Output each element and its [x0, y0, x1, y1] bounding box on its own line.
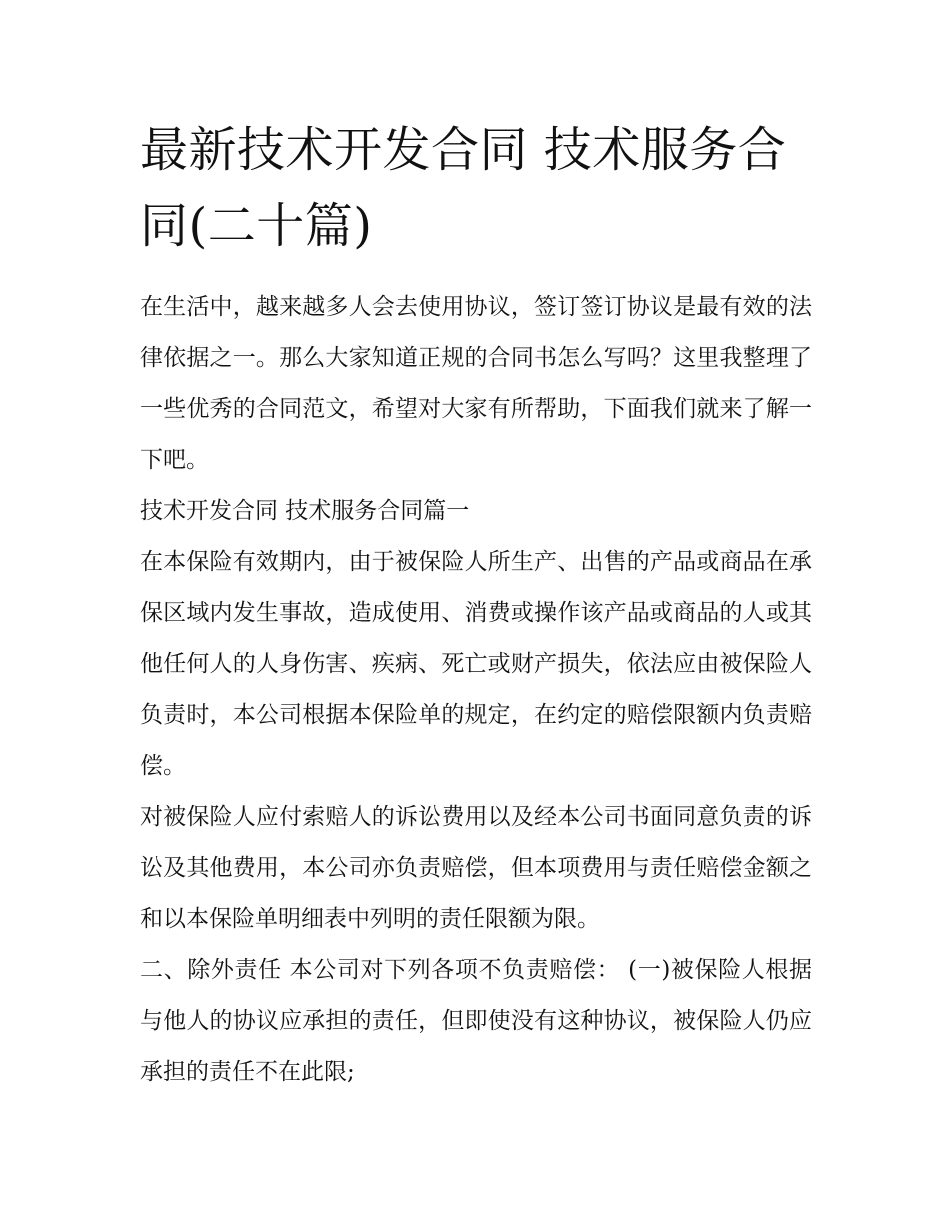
document-page [140, 112, 812, 1098]
section-heading: 技术开发合同 技术服务合同篇一 [140, 498, 470, 524]
body-paragraph: 二、除外责任 本公司对下列各项不负责赔偿： (一)被保险人根据与他人的协议应承担的责任，但即使没有这种协议，被保险人仍应承担的责任不在此限; [140, 957, 812, 1085]
intro-paragraph: 在生活中，越来越多人会去使用协议，签订签订协议是最有效的法律依据之一。那么大家知道正规的合同书怎么写吗？这里我整理了一些优秀的合同范文，希望对大家有所帮助，下面我们就来了解一下吧。 [140, 294, 812, 473]
body-paragraph: 在本保险有效期内，由于被保险人所生产、出售的产品或商品在承保区域内发生事故，造成使用、消费或操作该产品或商品的人或其他任何人的人身伤害、疾病、死亡或财产损失，依法应由被保险人负责时，本公司根据本保险单的规定，在约定的赔偿限额内负责赔偿。 [140, 549, 812, 779]
body-paragraph: 对被保险人应付索赔人的诉讼费用以及经本公司书面同意负责的诉讼及其他费用，本公司亦负责赔偿，但本项费用与责任赔偿金额之和以本保险单明细表中列明的责任限额为限。 [140, 804, 812, 932]
document-title: 最新技术开发合同 技术服务合同(二十篇) [140, 122, 787, 254]
